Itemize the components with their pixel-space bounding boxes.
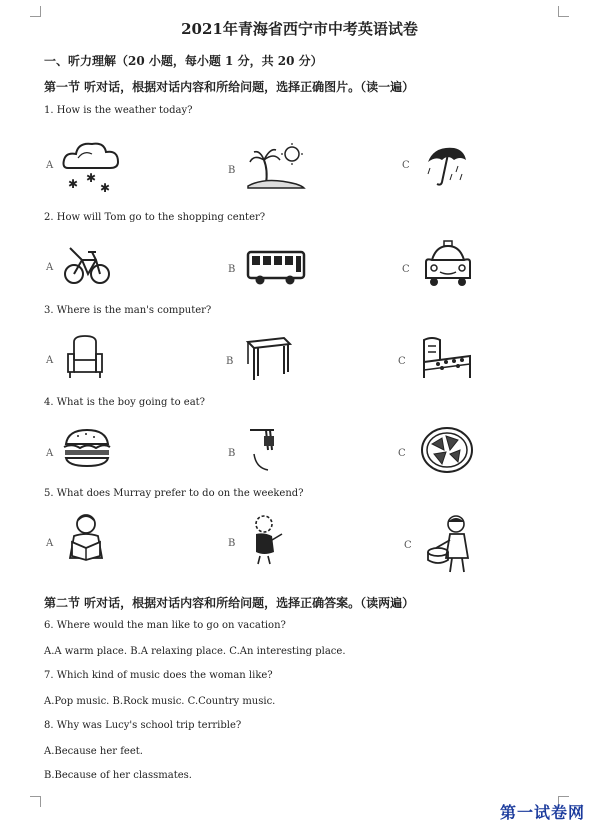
question-7: 7. Which kind of music does the woman like? xyxy=(44,670,273,681)
answer-options-7: A.Pop music. B.Rock music. C.Country music. xyxy=(44,696,276,707)
part-heading: 一、听力理解（20 小题，每小题 1 分，共 20 分） xyxy=(44,54,323,68)
answer-option-8a: A.Because her feet. xyxy=(44,746,143,757)
answer-option-8b: B.Because of her classmates. xyxy=(44,770,192,781)
svg-text:✱: ✱ xyxy=(100,181,111,195)
fruit-plate-icon xyxy=(420,424,474,474)
question-1: 1. How is the weather today? xyxy=(44,105,193,116)
bus-icon xyxy=(246,248,306,286)
question-5: 5. What does Murray prefer to do on the weekend? xyxy=(44,488,304,499)
island-sun-icon xyxy=(246,142,308,192)
umbrella-rain-icon xyxy=(424,140,468,192)
option-label: A xyxy=(46,538,54,549)
hamburger-icon xyxy=(62,428,112,468)
question-2: 2. How will Tom go to the shopping center? xyxy=(44,212,266,223)
option-label: B xyxy=(228,264,236,275)
question-4: 4. What is the boy going to eat? xyxy=(44,397,206,408)
option-label: A xyxy=(46,262,54,273)
option-label: B xyxy=(228,538,236,549)
option-label: C xyxy=(404,540,412,551)
reading-boy-icon xyxy=(62,512,112,566)
corner-mark xyxy=(558,6,569,17)
bicycle-icon xyxy=(62,244,110,286)
armchair-icon xyxy=(64,334,106,380)
option-label: A xyxy=(46,160,54,171)
answer-options-6: A.A warm place. B.A relaxing place. C.An interesting place. xyxy=(44,646,346,657)
corner-mark xyxy=(30,796,41,807)
option-label: A xyxy=(46,355,54,366)
question-3: 3. Where is the man's computer? xyxy=(44,305,212,316)
option-label: C xyxy=(402,264,410,275)
table-icon xyxy=(244,336,292,382)
option-label: B xyxy=(228,448,236,459)
corner-mark xyxy=(30,6,41,17)
option-label: B xyxy=(226,356,234,367)
painting-boy-icon xyxy=(244,512,288,566)
option-label: C xyxy=(402,160,410,171)
cooking-boy-icon xyxy=(424,514,476,574)
noodles-icon xyxy=(248,424,282,472)
svg-text:✱: ✱ xyxy=(68,177,79,191)
question-8: 8. Why was Lucy's school trip terrible? xyxy=(44,720,242,731)
bed-icon xyxy=(418,334,476,382)
option-label: C xyxy=(398,448,406,459)
option-label: B xyxy=(228,165,236,176)
car-icon xyxy=(422,240,474,292)
section2-heading: 第二节 听对话，根据对话内容和所给问题，选择正确答案。（读两遍） xyxy=(44,596,415,610)
site-watermark: 第一试卷网 xyxy=(499,803,585,822)
question-6: 6. Where would the man like to go on vacation? xyxy=(44,620,286,631)
snow-cloud-icon xyxy=(60,138,122,196)
svg-text:✱: ✱ xyxy=(86,171,97,185)
option-label: C xyxy=(398,356,406,367)
option-label: A xyxy=(46,448,54,459)
page-title: 2021年青海省西宁市中考英语试卷 xyxy=(181,20,418,38)
section1-heading: 第一节 听对话，根据对话内容和所给问题，选择正确图片。（读一遍） xyxy=(44,80,415,94)
